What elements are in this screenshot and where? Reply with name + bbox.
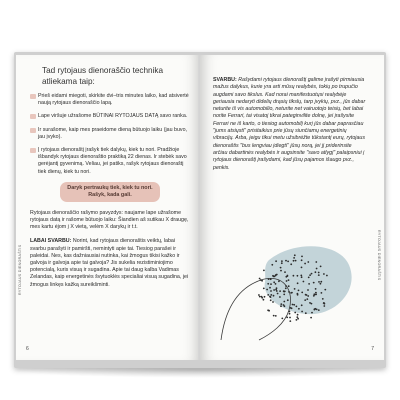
decor-dot <box>279 296 281 298</box>
tip-text: Į rytojaus dienoraštį įrašyk tiek dalykų, kiek tu nori. Pradžioje išbandyk rytojaus dienoraštio praktiką 22 dienas. Ir stebėk savo gerėjantį gyvenimą. Veliau, jei patiks, rašyk rytojaus dienoraštį tiek dienų, kiek tu nori. <box>38 147 187 175</box>
decor-dot <box>287 275 289 277</box>
tip-text: Prieš eidami miegoti, skirkite dvi–tris minutes laiko, kad atsivertė naują rytojaus dienoraščio lapą. <box>38 93 189 107</box>
decor-dot <box>326 275 328 277</box>
decor-dot <box>309 302 311 304</box>
decor-dot <box>307 261 309 263</box>
decor-dot <box>288 279 290 281</box>
decor-dot <box>311 273 313 275</box>
important-label: LABAI SVARBU: <box>30 238 72 245</box>
decor-dot <box>270 290 272 292</box>
decor-dot <box>298 290 300 292</box>
decor-dot <box>296 316 298 318</box>
decor-dot <box>273 289 275 291</box>
decor-dot <box>281 318 283 320</box>
decor-dot <box>297 314 299 316</box>
decor-dot <box>285 260 287 262</box>
decor-dot <box>304 299 306 301</box>
decor-dot <box>290 263 292 265</box>
important-text: Norint, kad rytojaus dienoraštis veiktų, labai svarbu parašyti ir pamiršti, nemintyti apie tai. Tiesiog parašei ir paleidai. Nes, kas dažniausiai nutinka, kai žmogus tikisi kažko ir galvoja ir galvoja apie tai galvoja? Jis sukelia rezistiminiojimo potencialą, kuris visuą ir sugadina. Apie tai daug kalba Vadimas Zelandas, kaip energetinės švytuoklės specialiai visuą sugadina, jei žmogus linkęs kažką sureikšminti. <box>30 238 189 288</box>
decor-dot <box>280 303 282 305</box>
tip-bullet-icon <box>30 94 36 99</box>
decor-dot <box>305 312 307 314</box>
decor-dot <box>318 281 320 283</box>
decor-dot <box>275 260 277 262</box>
left-page <box>16 55 201 360</box>
decor-dot <box>320 266 322 268</box>
decor-dot <box>288 291 290 293</box>
decor-dot <box>304 263 306 265</box>
decor-dot <box>283 294 285 296</box>
decor-dot <box>293 260 295 262</box>
decor-dot <box>315 261 317 263</box>
tip-bullet-icon <box>30 128 36 133</box>
highlight-callout: Daryk pertraukų tiek, kiek tu nori. Rašyk, kada gali. <box>60 182 160 202</box>
decor-dot <box>313 293 315 295</box>
important-text: Rašydami rytojaus dienoraštį galime įrašyti pirmiausia mažus dalykus, kurie yra arti mūsų realybės, tokių po trupučio augdami savo tikslus. Kad norai manifestuotųsi realybėje geriausia nedaryti didelių drąsių tikslų, tarp jvykių, pvz., jūs dabar neturite iš vis automobilio, neturite net vairuotojo teisių, bet labai norite Ferrari, tai visatoj tikrai pateginvilite dolnę, jei įrašysite Ferrari ne iš karto, o tiesiog automobilį kurį jūs dabar paprasčiau "jums atsiųsti" prisitaikius prie jūsų siunčiamų energetinių vibracijų. Arba, jeigu tikui metu užsibrėžte tūkstantį eurų, rytojaus dienoraštis "bus lengviau įdiegti" jūsų norą, jei jį priderinsite arčiau dabartinės realybės ir augsinsite "savo atlygį" palaipsniui į rytojaus dienoraštį įrašydami, kad jūsų pajamos išaugo pvz., penkis. <box>213 77 366 171</box>
decor-dot <box>280 270 282 272</box>
decor-dot <box>270 299 272 301</box>
decor-dot <box>267 294 269 296</box>
decor-dot <box>285 287 287 289</box>
decor-dot <box>322 298 324 300</box>
decor-dot <box>308 283 310 285</box>
decor-dot <box>323 305 325 307</box>
decor-dot <box>321 292 323 294</box>
decor-dot <box>315 292 317 294</box>
decor-dot <box>286 317 288 319</box>
decor-dot <box>266 289 268 291</box>
decor-dot <box>323 273 325 275</box>
decor-dot <box>273 315 275 317</box>
decor-dot <box>301 276 303 278</box>
decor-dot <box>294 254 296 256</box>
decor-dot <box>303 281 305 283</box>
decor-dot <box>301 267 303 269</box>
decor-dot <box>258 294 260 296</box>
decor-dot <box>314 308 316 310</box>
important-paragraph <box>30 238 190 288</box>
tip-item <box>30 147 190 176</box>
decor-dot <box>259 278 261 280</box>
decor-dot <box>289 311 291 313</box>
decor-dot <box>272 301 274 303</box>
decor-dot <box>297 275 299 277</box>
decor-dot <box>287 261 289 263</box>
tip-item <box>30 127 190 141</box>
decor-dot <box>289 313 291 315</box>
decor-dot <box>275 283 277 285</box>
decor-dot <box>301 292 303 294</box>
decor-dot <box>297 318 299 320</box>
important-note <box>213 77 367 172</box>
decor-dot <box>308 277 310 279</box>
tip-text: Lape viršuje užrašome BŪTINAI RYTOJAUS DATĄ savo ranka. <box>38 113 188 120</box>
tip-text: Ir surašome, kaip mes praeidome dieną būtuojo laiku (jau buvo, jau įvyko). <box>38 126 187 140</box>
decor-dot <box>273 281 275 283</box>
decor-dot <box>301 304 303 306</box>
decor-dot <box>278 280 280 282</box>
blue-blob-shape <box>265 246 352 314</box>
decor-dot <box>313 282 315 284</box>
decor-dot <box>290 292 292 294</box>
decor-dot <box>260 279 262 281</box>
decor-dot <box>318 309 320 311</box>
decor-dot <box>296 306 298 308</box>
decor-dot <box>292 304 294 306</box>
decor-dot <box>318 272 320 274</box>
decor-dot <box>285 285 287 287</box>
side-running-title: RYTOJAUS DIENORAŠTIS <box>18 244 22 295</box>
page-heading: Tad rytojaus dienoraščio technika atliekama taip: <box>42 66 164 86</box>
page-number: 7 <box>371 346 374 352</box>
decor-dot <box>306 298 308 300</box>
decor-dot <box>293 257 295 259</box>
decor-dot <box>300 275 302 277</box>
decor-dot <box>309 274 311 276</box>
decor-dot <box>297 282 299 284</box>
decor-dot <box>295 260 297 262</box>
decor-dot <box>281 260 283 262</box>
decor-dot <box>263 288 265 290</box>
decor-dot <box>293 275 295 277</box>
decor-dot <box>269 287 271 289</box>
decor-dot <box>270 294 272 296</box>
decor-dot <box>281 262 283 264</box>
decor-dot <box>298 308 300 310</box>
decor-dot <box>287 299 289 301</box>
decor-dot <box>311 312 313 314</box>
decor-dot <box>296 319 298 321</box>
decor-dot <box>305 294 307 296</box>
important-label: SVARBU: <box>213 77 237 83</box>
decor-dot <box>268 310 270 312</box>
decor-dot <box>294 288 296 290</box>
decor-dot <box>307 295 309 297</box>
decor-dot <box>270 278 272 280</box>
decor-dot <box>273 295 275 297</box>
example-paragraph: Rytojaus dienoraščio rašymo pavyzdys: naujame lape užrašome rytojaus datą ir rašome būtuojo laiku: Šiandien aš sutikau X draugę, mes kartu ėjom į X vietą, velėm X darykų ir t.t. <box>30 209 189 231</box>
decor-dot <box>259 296 261 298</box>
side-running-title: RYTOJAUS DIENORAŠTIS <box>377 230 381 281</box>
tip-bullet-icon <box>30 148 36 153</box>
decor-dot <box>323 302 325 304</box>
decor-dot <box>320 283 322 285</box>
tip-item <box>30 113 190 120</box>
right-page <box>199 55 384 360</box>
decor-dot <box>307 289 309 291</box>
decor-dot <box>268 278 270 280</box>
decor-dot <box>290 307 292 309</box>
decor-dot <box>267 283 269 285</box>
decor-dot <box>270 296 272 298</box>
decor-dot <box>301 259 303 261</box>
decor-dot <box>271 264 273 266</box>
decor-dot <box>283 301 285 303</box>
decor-dot <box>318 274 320 276</box>
decor-dot <box>283 291 285 293</box>
decor-dot <box>283 304 285 306</box>
decor-dot <box>316 268 318 270</box>
page-number: 6 <box>26 346 29 352</box>
decor-dot <box>261 297 263 299</box>
decor-dot <box>293 304 295 306</box>
decor-dot <box>294 312 296 314</box>
decor-dot <box>275 315 277 317</box>
decor-dot <box>263 270 265 272</box>
decor-dot <box>310 317 312 319</box>
decor-dot <box>315 271 317 273</box>
decor-dot <box>301 256 303 258</box>
decor-dot <box>279 290 281 292</box>
decor-dot <box>289 320 291 322</box>
decor-dot <box>288 285 290 287</box>
decor-dot <box>286 280 288 282</box>
decor-dot <box>263 299 265 301</box>
decor-dot <box>270 283 272 285</box>
decor-dot <box>277 293 279 295</box>
decor-dot <box>276 274 278 276</box>
decor-dot <box>280 305 282 307</box>
decor-dot <box>301 311 303 313</box>
decor-dot <box>272 275 274 277</box>
tip-bullet-icon <box>30 114 36 119</box>
decor-dot <box>320 281 322 283</box>
decor-dot <box>280 267 282 269</box>
decor-dot <box>289 317 291 319</box>
decor-dot <box>297 293 299 295</box>
tip-item <box>30 93 190 107</box>
decor-dot <box>264 296 266 298</box>
decorative-illustration <box>199 230 384 345</box>
decor-dot <box>324 289 326 291</box>
decor-dot <box>275 289 277 291</box>
decor-dot <box>284 271 286 273</box>
decor-dot <box>315 288 317 290</box>
